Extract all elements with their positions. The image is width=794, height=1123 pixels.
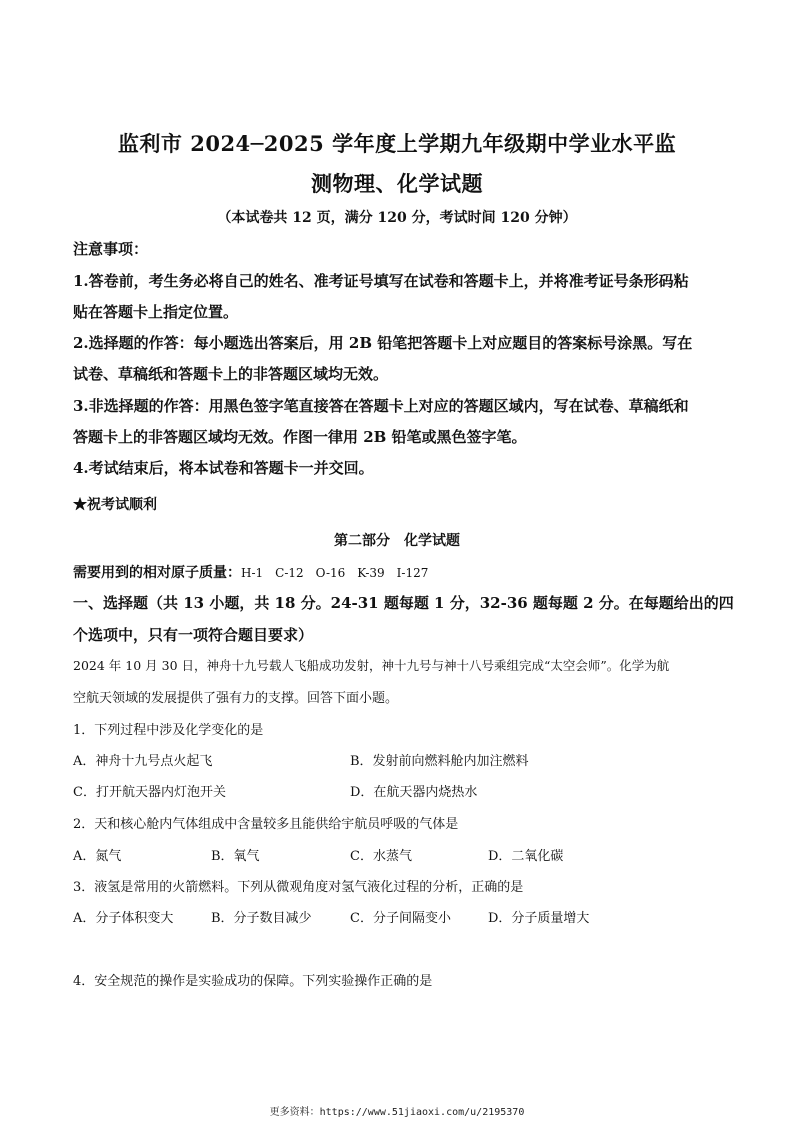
atomic-mass-label bbox=[73, 562, 428, 582]
notice-line: 4.考试结束后，将本试卷和答题卡一并交回。 bbox=[73, 459, 374, 477]
question-3-stem: 3．液氢是常用的火箭燃料。下列从微观角度对氢气液化过程的分析，正确的是 bbox=[73, 880, 524, 895]
question-2-option-a: A．氮气 bbox=[73, 849, 122, 864]
context-intro-line-2: 空航天领域的发展提供了强有力的支撑。回答下面小题。 bbox=[73, 691, 399, 706]
question-2-option-c: C．水蒸气 bbox=[350, 849, 412, 864]
notice-line: 贴在答题卡上指定位置。 bbox=[73, 303, 239, 321]
exam-subtitle: （本试卷共 12 页，满分 120 分，考试时间 120 分钟） bbox=[217, 210, 577, 226]
part-heading: 第二部分 化学试题 bbox=[334, 533, 460, 549]
question-1-option-d: D．在航天器内烧热水 bbox=[350, 785, 478, 800]
question-1-stem: 1．下列过程中涉及化学变化的是 bbox=[73, 723, 264, 738]
atomic-mass-label-text: 需要用到的相对原子质量： bbox=[73, 565, 241, 581]
notice-heading: 注意事项： bbox=[73, 240, 149, 258]
notice-line: 1.答卷前，考生务必将自己的姓名、准考证号填写在试卷和答题卡上，并将准考证号条形码粘 bbox=[73, 272, 689, 290]
question-1-option-b: B．发射前向燃料舱内加注燃料 bbox=[350, 754, 529, 769]
question-3-option-b: B．分子数目减少 bbox=[211, 911, 312, 926]
question-3-option-d: D．分子质量增大 bbox=[488, 911, 590, 926]
question-2-option-b: B．氧气 bbox=[211, 849, 260, 864]
question-2-option-d: D．二氧化碳 bbox=[488, 849, 564, 864]
question-1-option-a: A．神舟十九号点火起飞 bbox=[73, 754, 213, 769]
context-intro-line-1: 2024 年 10 月 30 日，神舟十九号载人飞船成功发射，神十九号与神十八号乘组完成“太空会师”。化学为航 bbox=[73, 658, 670, 673]
notice-line: 答题卡上的非答题区域均无效。作图一律用 2B 铅笔或黑色签字笔。 bbox=[73, 428, 527, 446]
good-luck-note: ★祝考试顺利 bbox=[73, 497, 157, 513]
section-heading-line-2: 个选项中，只有一项符合题目要求） bbox=[73, 626, 314, 644]
exam-title-line-1: 监利市 2024─2025 学年度上学期九年级期中学业水平监 bbox=[117, 131, 677, 156]
question-3-option-a: A．分子体积变大 bbox=[73, 911, 174, 926]
footer-more-resources-link[interactable]: 更多资料：https://www.51jiaoxi.com/u/2195370 bbox=[269, 1107, 525, 1118]
atomic-mass-values: H-1 C-12 O-16 K-39 I-127 bbox=[241, 566, 429, 580]
exam-title-line-2: 测物理、化学试题 bbox=[311, 171, 483, 196]
question-3-option-c: C．分子间隔变小 bbox=[350, 911, 451, 926]
notice-line: 试卷、草稿纸和答题卡上的非答题区域均无效。 bbox=[73, 365, 389, 383]
question-1-option-c: C．打开航天器内灯泡开关 bbox=[73, 785, 226, 800]
question-2-stem: 2．天和核心舱内气体组成中含量较多且能供给宇航员呼吸的气体是 bbox=[73, 817, 459, 832]
section-heading-line-1: 一、选择题（共 13 小题，共 18 分。24-31 题每题 1 分，32-36 题每题 2 分。在每题给出的四 bbox=[73, 594, 734, 612]
notice-line: 2.选择题的作答：每小题选出答案后，用 2B 铅笔把答题卡上对应题目的答案标号涂黑。写在 bbox=[73, 334, 693, 352]
notice-line: 3.非选择题的作答：用黑色签字笔直接答在答题卡上对应的答题区域内，写在试卷、草稿纸和 bbox=[73, 397, 689, 415]
question-4-stem: 4．安全规范的操作是实验成功的保障。下列实验操作正确的是 bbox=[73, 974, 433, 989]
